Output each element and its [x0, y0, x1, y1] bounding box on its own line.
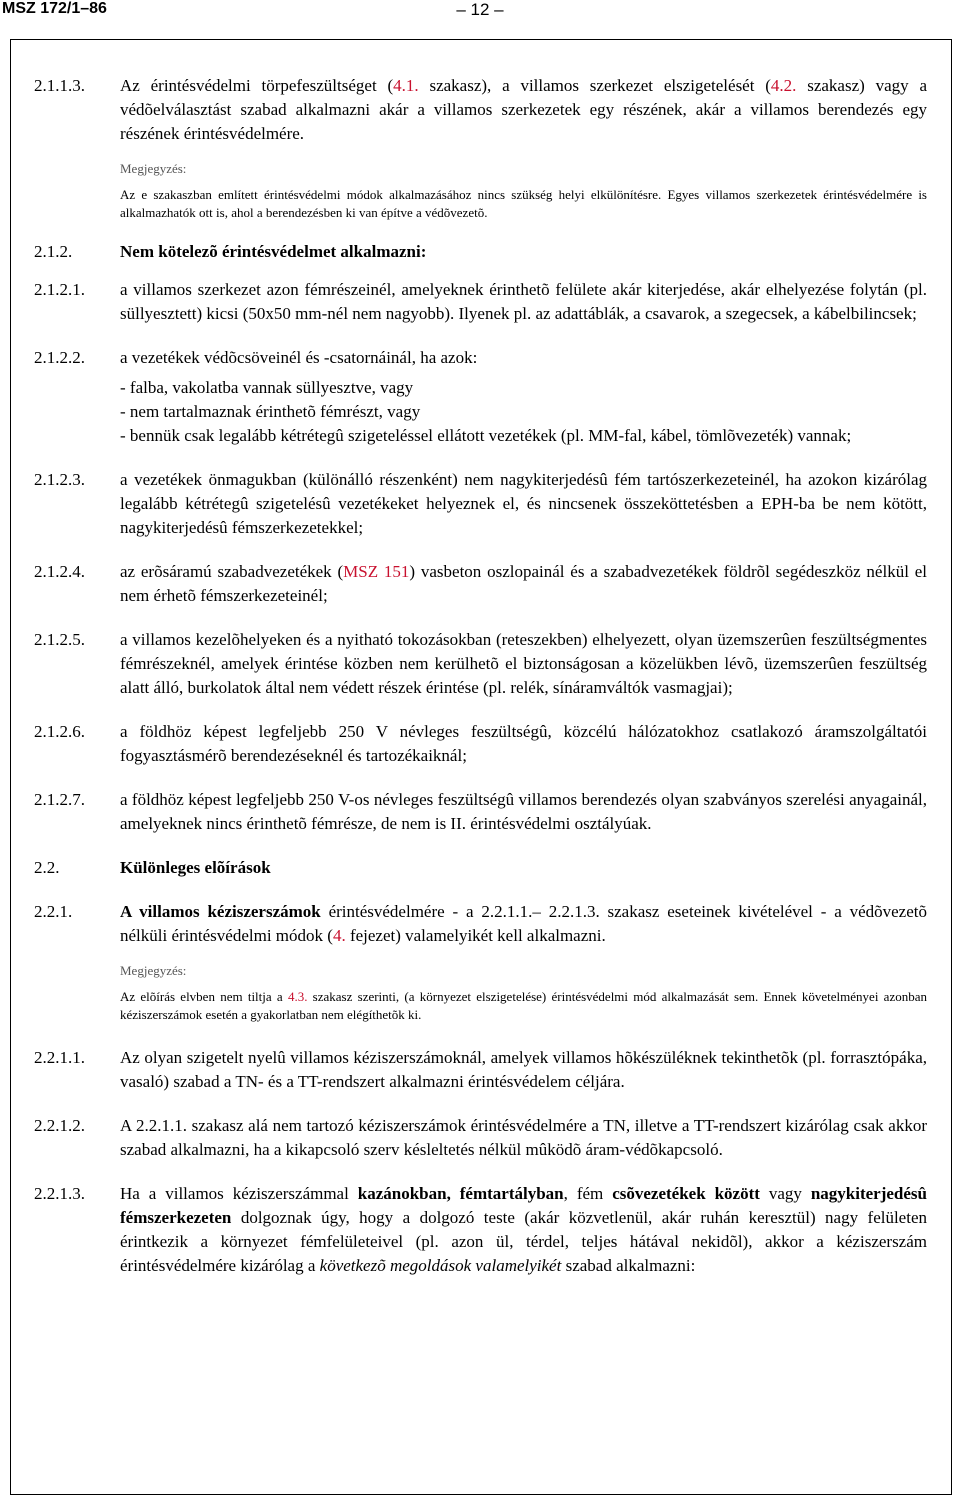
section-text: a vezetékek önmagukban (különálló részenként) nem nagykiterjedésû fém tartószerkezeteinél, ha azokon kizárólag legalább kétrétegû szigetelésû vezetékeket helyeznek el, és nincsenek összeköttetésben a EPH-ba be nem kötött, nagykiterjedésû fémszerkezetekkel;: [120, 470, 927, 537]
section-text: a földhöz képest legfeljebb 250 V névleges feszültségû, közcélú hálózatokhoz csatlakozó áramszolgáltatói fogyasztásmérõ berendezéseknél és tartozékaiknál;: [120, 722, 927, 765]
section-number: 2.1.2.1.: [34, 280, 85, 299]
standard-reference-link[interactable]: MSZ 151: [343, 562, 410, 581]
section-number: 2.1.2.2.: [34, 348, 85, 367]
page-number: – 12 –: [456, 0, 504, 19]
section-2-1-1-3: [34, 74, 927, 146]
section-number: 2.1.1.3.: [34, 76, 85, 95]
section-2-1-2-1: [34, 278, 927, 326]
section-number: 2.1.2.5.: [34, 630, 85, 649]
section-number: 2.2.1.3.: [34, 1184, 85, 1203]
cross-reference-link[interactable]: 4.1.: [393, 76, 419, 95]
section-2-2-1-1: [34, 1046, 927, 1094]
note-label: Megjegyzés:: [120, 963, 187, 978]
section-number: 2.2.: [34, 858, 60, 877]
section-text: Ha a villamos kéziszerszámmal kazánokban, fémtartályban, fém csõvezetékek között vagy nagykiterjedésû fémszerkezeten dolgoznak úgy, hogy a dolgozó teste (akár közvetlenül, akár ruhán keresztül) nagy felületen érintkezik a környezet fémfelületeivel (pl. azon ül, térdel, teljes hátával nekidõl), akkor a kéziszerszám érintésvédelmére kizárólag a következõ megoldások valamelyikét szabad alkalmazni:: [120, 1184, 928, 1275]
section-2-1-2-5: [34, 628, 927, 700]
section-text: a villamos kezelõhelyeken és a nyitható tokozásokban (reteszekben) elhelyezett, olyan üzemszerûen feszültségmentes fémrészeknél, amelyek érintése közben nem kerülhetõ el biztonságosan a közelükben lévõ, üzemszerûen feszültség alatt álló, burkolatok által nem védett részek érintése (pl. relék, sínáramváltók vasmagjai);: [120, 630, 927, 697]
cross-reference-link[interactable]: 4.2.: [770, 76, 797, 95]
note-text: Az elõírás elvben nem tiltja a 4.3. szakasz szerinti, (a környezet elszigetelése) érintésvédelmi mód alkalmazását sem. Ennek követelményei azonban kéziszerszámok esetén a gyakorlatban nem elégíthetõk ki.: [120, 989, 927, 1022]
list-item: - bennük csak legalább kétrétegû szigeteléssel ellátott vezetékek (pl. MM-fal, kábel, tömlõvezeték) vannak;: [120, 426, 852, 445]
section-number: 2.1.2.: [34, 242, 73, 261]
list-item: - falba, vakolatba vannak süllyesztve, vagy: [120, 378, 414, 397]
note-1: [34, 160, 927, 222]
section-2-1-2-7: [34, 788, 927, 836]
condition-list: [120, 376, 927, 448]
page-header: [0, 0, 960, 24]
cross-reference-link[interactable]: 4.3.: [287, 989, 308, 1004]
section-heading: Nem kötelezõ érintésvédelmet alkalmazni:: [120, 242, 427, 261]
section-number: 2.2.1.1.: [34, 1048, 85, 1067]
section-text: az erõsáramú szabadvezetékek (MSZ 151) vasbeton oszlopainál és a szabadvezetékek földrõl segédeszköz nélkül el nem érhetõ fémszerkezeteinél;: [120, 562, 927, 605]
section-text: a villamos szerkezet azon fémrészeinél, amelyeknek érinthetõ felülete akár kiterjedése, akár elhelyezése folytán (pl. süllyesztett) kicsi (50x50 mm-nél nem nagyobb). Ilyenek pl. az adattáblák, a csavarok, a szegecsek, a kábelbilincsek;: [120, 280, 927, 323]
section-text: A 2.2.1.1. szakasz alá nem tartozó kéziszerszámok érintésvédelmére a TN, illetve a TT-rendszert kizárólag csak akkor szabad alkalmazni, ha a kikapcsoló szerv késleltetés nélkül mûködõ áram-védõkapcsoló.: [120, 1116, 927, 1159]
section-text: a földhöz képest legfeljebb 250 V-os névleges feszültségû villamos berendezés olyan szabványos szerelési anyagainál, amelyeknek nincs érinthetõ fémrésze, de nem is II. érintésvédelmi osztályúak.: [120, 790, 927, 833]
section-number: 2.1.2.3.: [34, 470, 85, 489]
document-body: [34, 74, 927, 1278]
section-heading: Különleges elõírások: [120, 858, 271, 877]
section-2-1-2-3: [34, 468, 927, 540]
section-2-2-1-3: [34, 1182, 927, 1278]
note-label: Megjegyzés:: [120, 161, 187, 176]
section-2-1-2-6: [34, 720, 927, 768]
section-number: 2.1.2.7.: [34, 790, 85, 809]
list-item: - nem tartalmaznak érinthetõ fémrészt, vagy: [120, 402, 421, 421]
section-text: Az olyan szigetelt nyelû villamos kéziszerszámoknál, amelyek villamos hõkészüléknek tekinthetõk (pl. forrasztópáka, vasaló) szabad a TN- és a TT-rendszert alkalmazni érintésvédelem céljára.: [120, 1048, 927, 1091]
section-2-2-1-2: [34, 1114, 927, 1162]
section-2-1-2: [34, 240, 927, 264]
section-text: Az érintésvédelmi törpefeszültséget (4.1. szakasz), a villamos szerkezet elszigetelését (4.2. szakasz) vagy a védõelválasztást szabad alkalmazni akár a villamos szerkezetek egy részének, akár a villamos berendezés egy részének érintésvédelmére.: [120, 76, 928, 143]
section-number: 2.2.1.2.: [34, 1116, 85, 1135]
section-2-2: [34, 856, 927, 880]
section-number: 2.1.2.6.: [34, 722, 85, 741]
section-number: 2.1.2.4.: [34, 562, 85, 581]
section-text: A villamos kéziszerszámok érintésvédelmére - a 2.2.1.1.– 2.2.1.3. szakasz eseteinek kivételével - a védõvezetõ nélküli érintésvédelmi módok (4. fejezet) valamelyikét kell alkalmazni.: [120, 902, 927, 945]
section-2-1-2-2: [34, 346, 927, 448]
section-text: a vezetékek védõcsöveinél és -csatornáinál, ha azok:: [120, 348, 478, 367]
cross-reference-link[interactable]: 4.: [332, 926, 346, 945]
note-2: [34, 962, 927, 1024]
section-2-1-2-4: [34, 560, 927, 608]
note-text: Az e szakaszban említett érintésvédelmi módok alkalmazásához nincs szükség helyi elkülönítésre. Egyes villamos szerkezetek érintésvédelmére is alkalmazhatók ott is, ahol a berendezésben ki van építve a védõvezetõ.: [120, 187, 927, 220]
section-number: 2.2.1.: [34, 902, 73, 921]
section-2-2-1: [34, 900, 927, 948]
document-id: MSZ 172/1–86: [2, 0, 107, 17]
